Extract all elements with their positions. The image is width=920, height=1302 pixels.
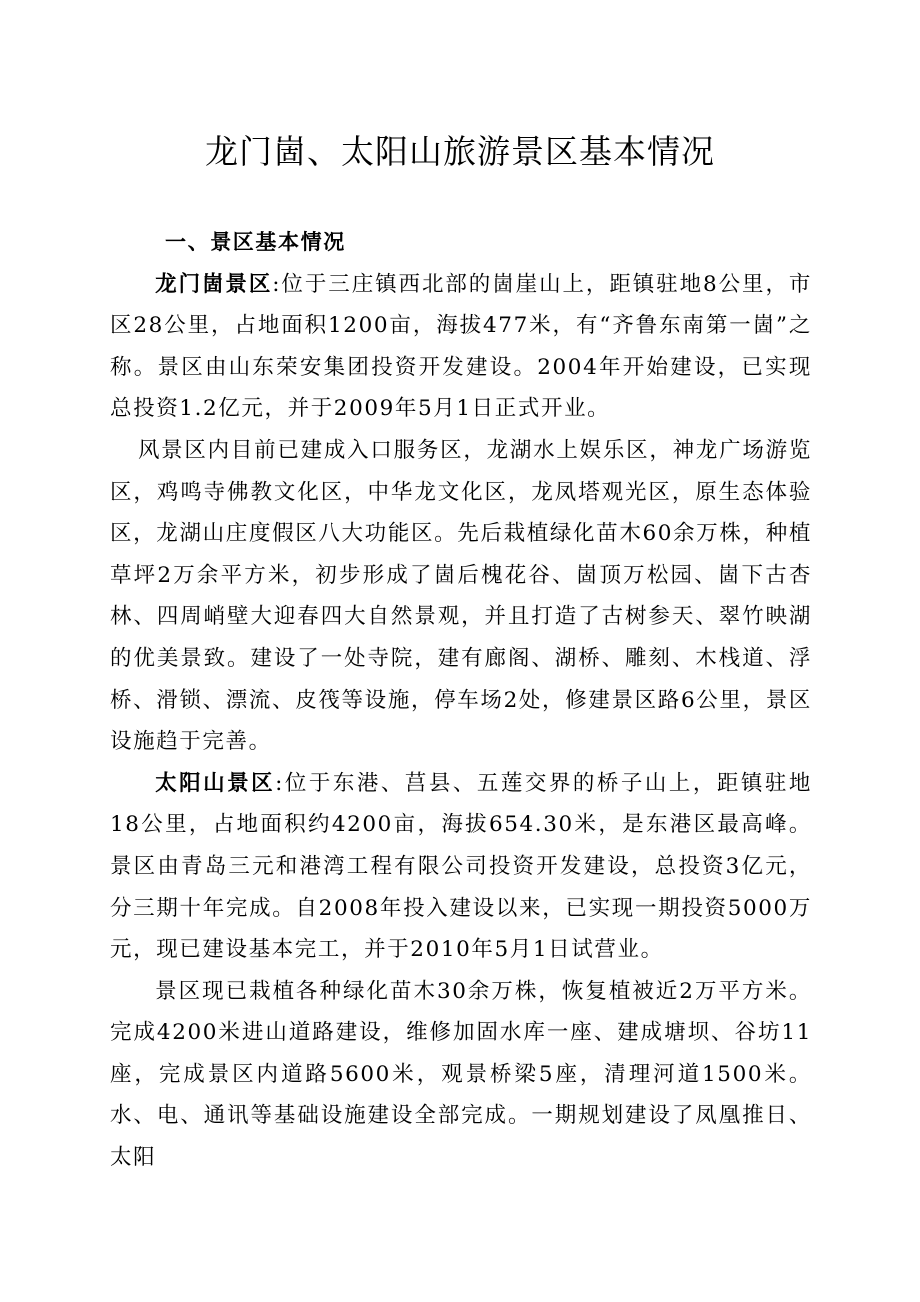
document-title: 龙门崮、太阳山旅游景区基本情况 xyxy=(205,132,715,171)
paragraph-text-longmengu-facilities: 风景区内目前已建成入口服务区，龙湖水上娱乐区，神龙广场游览区，鸡鸣寺佛教文化区，中华龙文化区，龙凤塔观光区，原生态体验区，龙湖山庄度假区八大功能区。先后栽植绿化苗木60余万株，种植草坪2万余平方米，初步形成了崮后槐花谷、崮顶万松园、崮下古杏林、四周峭壁大迎春四大自然景观，并且打造了古树参天、翠竹映湖的优美景致。建设了一处寺院，建有廊阁、湖桥、雕刻、木栈道、浮桥、滑锁、漂流、皮筏等设施，停车场2处，修建景区路6公里，景区设施趋于完善。 xyxy=(110,437,812,755)
paragraph-taiyangshan-construction xyxy=(110,971,812,1179)
paragraph-lead-longmengu: 龙门崮景区 xyxy=(155,271,273,297)
paragraph-longmengu xyxy=(110,264,812,430)
paragraph-text-taiyangshan-construction: 景区现已栽植各种绿化苗木30余万株，恢复植被近2万平方米。完成4200米进山道路建设，维修加固水库一座、建成塘坝、谷坊11座，完成景区内道路5600米，观景桥梁5座，清理河道1500米。水、电、通讯等基础设施建设全部完成。一期规划建设了凤凰推日、太阳 xyxy=(110,978,812,1171)
document-body xyxy=(110,222,812,1179)
paragraph-longmengu-facilities xyxy=(110,430,812,763)
paragraph-text-taiyangshan: :位于东港、莒县、五莲交界的桥子山上，距镇驻地18公里，占地面积约4200亩，海拔654.30米，是东港区最高峰。景区由青岛三元和港湾工程有限公司投资开发建设，总投资3亿元，分三期十年完成。自2008年投入建设以来，已实现一期投资5000万元，现已建设基本完工，并于2010年5月1日试营业。 xyxy=(110,770,812,963)
paragraph-taiyangshan xyxy=(110,763,812,971)
paragraph-lead-taiyangshan: 太阳山景区 xyxy=(155,770,276,796)
section-heading: 一、景区基本情况 xyxy=(165,230,346,254)
paragraph-text-longmengu: :位于三庄镇西北部的崮崖山上，距镇驻地8公里，市区28公里，占地面积1200亩，海拔477米，有“齐鲁东南第一崮”之称。景区由山东荣安集团投资开发建设。2004年开始建设，已实现总投资1.2亿元，并于2009年5月1日正式开业。 xyxy=(110,271,812,422)
